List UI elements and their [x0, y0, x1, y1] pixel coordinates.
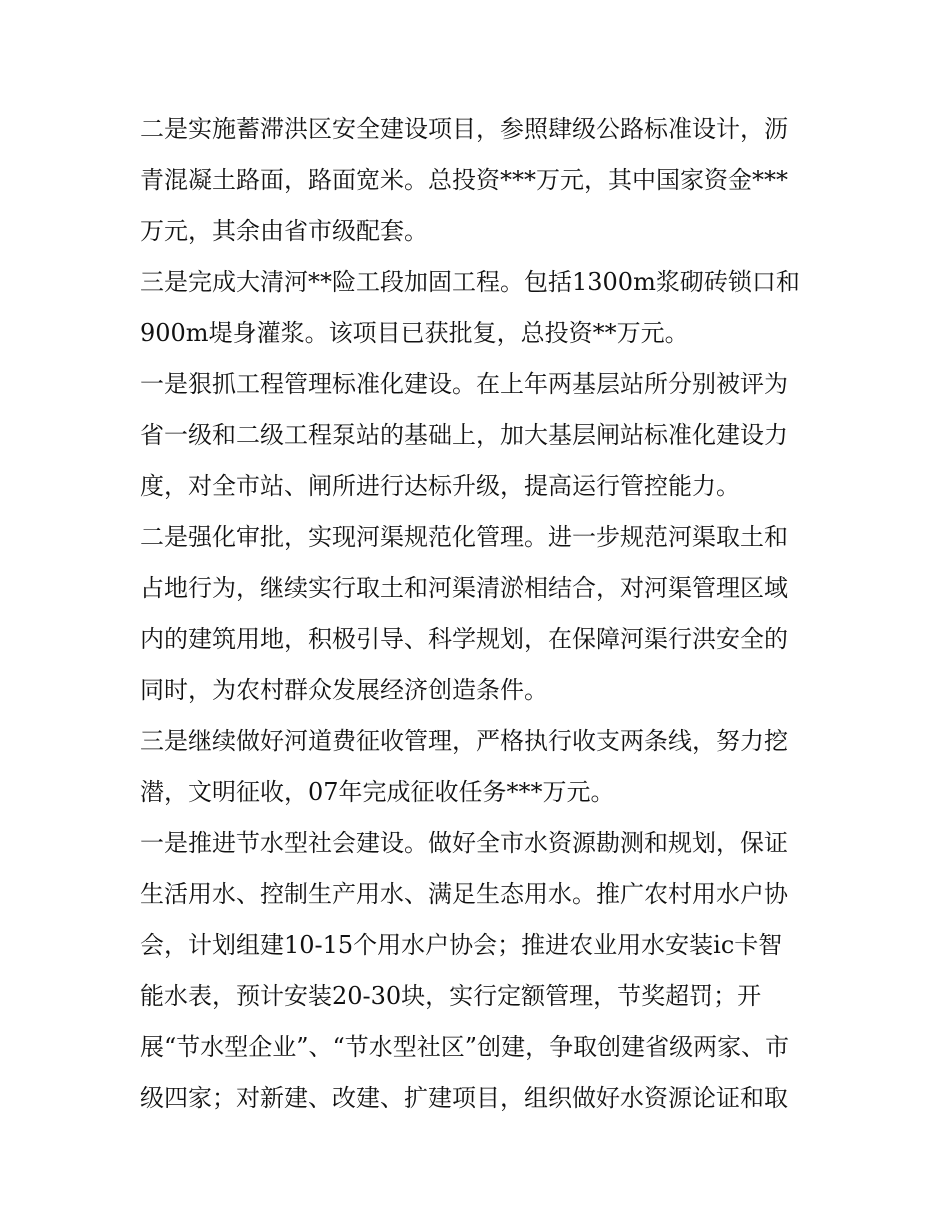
- text-line: 内的建筑用地，积极引导、科学规划，在保障河渠行洪安全的: [140, 625, 788, 653]
- text-line: 三是继续做好河道费征收管理，严格执行收支两条线，努力挖: [140, 727, 788, 755]
- text-line: 二是强化审批，实现河渠规范化管理。进一步规范河渠取土和: [140, 523, 788, 551]
- text-line: 会，计划组建10-15个用水户协会；推进农业用水安装ic卡智: [140, 931, 783, 959]
- text-line: 一是推进节水型社会建设。做好全市水资源勘测和规划，保证: [140, 829, 788, 857]
- text-line: 度，对全市站、闸所进行达标升级，提高运行管控能力。: [140, 472, 740, 500]
- text-line: 一是狠抓工程管理标准化建设。在上年两基层站所分别被评为: [140, 370, 788, 398]
- text-line: 级四家；对新建、改建、扩建项目，组织做好水资源论证和取: [140, 1084, 788, 1112]
- text-line: 能水表，预计安装20-30块，实行定额管理，节奖超罚；开: [140, 982, 762, 1010]
- document-body: [140, 104, 816, 1124]
- text-line: 展“节水型企业”、“节水型社区”创建，争取创建省级两家、市: [140, 1033, 790, 1061]
- text-line: 万元，其余由省市级配套。: [140, 217, 428, 245]
- text-line: 二是实施蓄滞洪区安全建设项目，参照肆级公路标准设计，沥: [140, 115, 788, 143]
- text-line: 900m堤身灌浆。该项目已获批复，总投资**万元。: [140, 319, 689, 347]
- text-line: 三是完成大清河**险工段加固工程。包括1300m浆砌砖锁口和: [140, 268, 800, 296]
- text-line: 青混凝土路面，路面宽米。总投资***万元，其中国家资金***: [140, 166, 788, 194]
- text-line: 潜，文明征收，07年完成征收任务***万元。: [140, 778, 615, 806]
- text-line: 占地行为，继续实行取土和河渠清淤相结合，对河渠管理区域: [140, 574, 788, 602]
- text-line: 生活用水、控制生产用水、满足生态用水。推广农村用水户协: [140, 880, 788, 908]
- text-line: 同时，为农村群众发展经济创造条件。: [140, 676, 548, 704]
- text-line: 省一级和二级工程泵站的基础上，加大基层闸站标准化建设力: [140, 421, 788, 449]
